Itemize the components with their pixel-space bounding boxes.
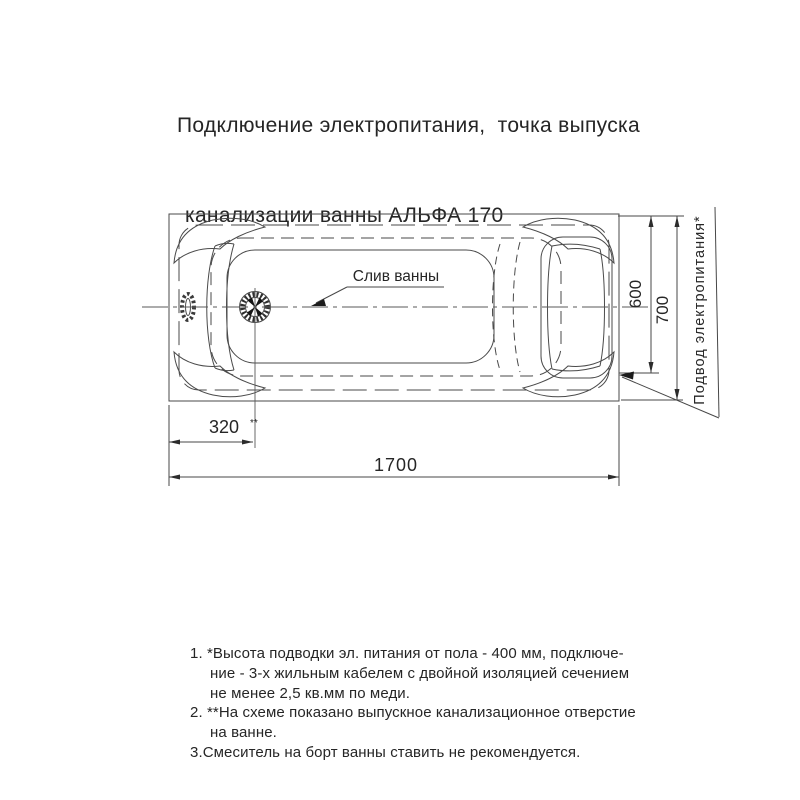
dimension-lines: [169, 216, 684, 486]
backrest-right: [541, 237, 612, 378]
note-line-2: ние - 3-х жильным кабелем с двойной изоляцией сечением: [210, 664, 630, 682]
drain-leader-line: [316, 287, 347, 303]
notes: [190, 644, 690, 763]
drain-label: Слив ванны: [352, 268, 440, 285]
bathtub-drawing: [169, 214, 619, 401]
drain-callout: [311, 268, 444, 306]
dim-label-700: 700: [653, 295, 672, 325]
note-line-6: 3.Смеситель на борт ванны ставить не рекомендуется.: [190, 743, 581, 761]
dim-label-600: 600: [626, 279, 645, 309]
power-label-line: [715, 207, 719, 417]
title-line-2: канализации ванны АЛЬФА 170: [185, 204, 504, 227]
note-line-1: 1. *Высота подводки эл. питания от пола - 400 мм, подключе-: [190, 645, 624, 662]
dim-label-1700: 1700: [373, 455, 419, 475]
power-supply-label: Подвод электропитания*: [692, 215, 708, 405]
drain-leader-arrow: [311, 299, 326, 306]
note-line-5: на ванне.: [210, 724, 277, 742]
dim-label-320-marker: **: [250, 418, 258, 429]
outer-rim: [169, 214, 619, 401]
note-line-4: 2. **На схеме показано выпускное канализационное отверстие: [190, 704, 636, 722]
title-line-1: Подключение электропитания, точка выпуска: [177, 114, 640, 137]
note-line-3: не менее 2,5 кв.мм по меди.: [210, 684, 411, 702]
dim-label-320: 320: [208, 417, 240, 437]
